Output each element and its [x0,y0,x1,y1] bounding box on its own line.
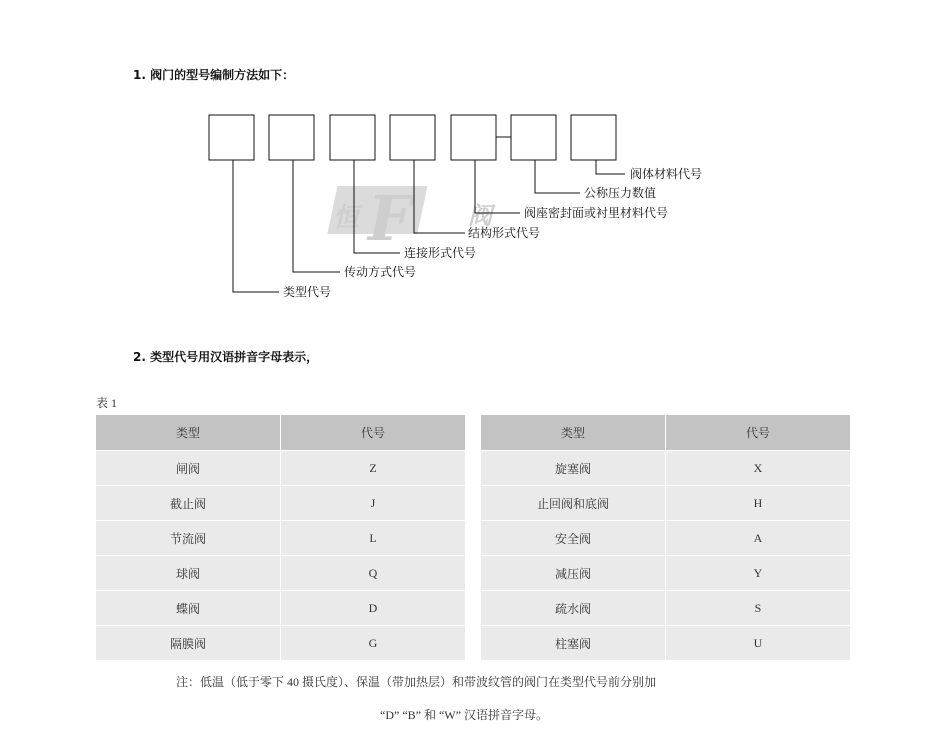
cell-code: G [281,626,466,661]
table-note-line-1: 注：低温（低于零下 40 摄氏度）、保温（带加热层）和带波纹管的阀门在类型代号前分别加 [176,675,657,689]
cell-type: 节流阀 [96,521,281,556]
label-structure: 结构形式代号 [468,226,541,240]
cell-type: 球阀 [96,556,281,591]
table-row [481,591,850,626]
header-code: 代号 [666,415,851,451]
cell-code: S [666,591,851,626]
header-type: 类型 [481,415,666,451]
cell-code: H [666,486,851,521]
section-1-heading: 1. 阀门的型号编制方法如下： [133,68,295,82]
cell-code: U [666,626,851,661]
cell-type: 疏水阀 [481,591,666,626]
table-row [481,556,850,591]
leader-pressure [535,160,580,193]
cell-code: X [666,451,851,486]
code-box-pressure [511,115,556,160]
cell-code: Y [666,556,851,591]
cell-code: A [666,521,851,556]
label-connection: 连接形式代号 [404,246,477,260]
cell-code: J [281,486,466,521]
leader-body-material [596,160,625,174]
cell-type: 止回阀和底阀 [481,486,666,521]
watermark-letter: F [368,182,413,255]
table-row [96,591,465,626]
table-row [96,486,465,521]
watermark-char-right: 阀 [468,201,492,230]
code-box-body-material [571,115,616,160]
watermark-char-left: 恒 [333,203,360,233]
cell-type: 闸阀 [96,451,281,486]
valve-type-table-right [481,415,850,660]
code-box-seal-material [451,115,496,160]
table-row [481,451,850,486]
cell-type: 蝶阀 [96,591,281,626]
table-caption: 表 1 [96,396,118,410]
cell-code: D [281,591,466,626]
label-type: 类型代号 [283,285,332,299]
cell-code: Q [281,556,466,591]
label-pressure: 公称压力数值 [584,186,657,200]
cell-type: 截止阀 [96,486,281,521]
table-note-line-2: “D” “B” 和 “W” 汉语拼音字母。 [380,708,548,722]
label-seal-material: 阀座密封面或衬里材料代号 [524,206,669,220]
model-code-diagram [0,0,942,330]
table-row [481,521,850,556]
valve-type-table-left [96,415,465,660]
code-box-drive [269,115,314,160]
table-row [96,521,465,556]
table-row [96,626,465,661]
cell-type: 柱塞阀 [481,626,666,661]
table-row [96,451,465,486]
cell-code: L [281,521,466,556]
section-2-heading: 2. 类型代号用汉语拼音字母表示， [133,350,319,364]
cell-type: 隔膜阀 [96,626,281,661]
code-box-type [209,115,254,160]
leader-type [233,160,279,292]
cell-code: Z [281,451,466,486]
table-row [481,486,850,521]
cell-type: 旋塞阀 [481,451,666,486]
label-drive: 传动方式代号 [344,265,417,279]
table-row [481,626,850,661]
watermark-logo [327,182,496,255]
cell-type: 安全阀 [481,521,666,556]
label-body-material: 阀体材料代号 [630,167,703,181]
cell-type: 减压阀 [481,556,666,591]
code-box-connection [330,115,375,160]
header-type: 类型 [96,415,281,451]
header-code: 代号 [281,415,466,451]
code-box-structure [390,115,435,160]
table-row [96,556,465,591]
